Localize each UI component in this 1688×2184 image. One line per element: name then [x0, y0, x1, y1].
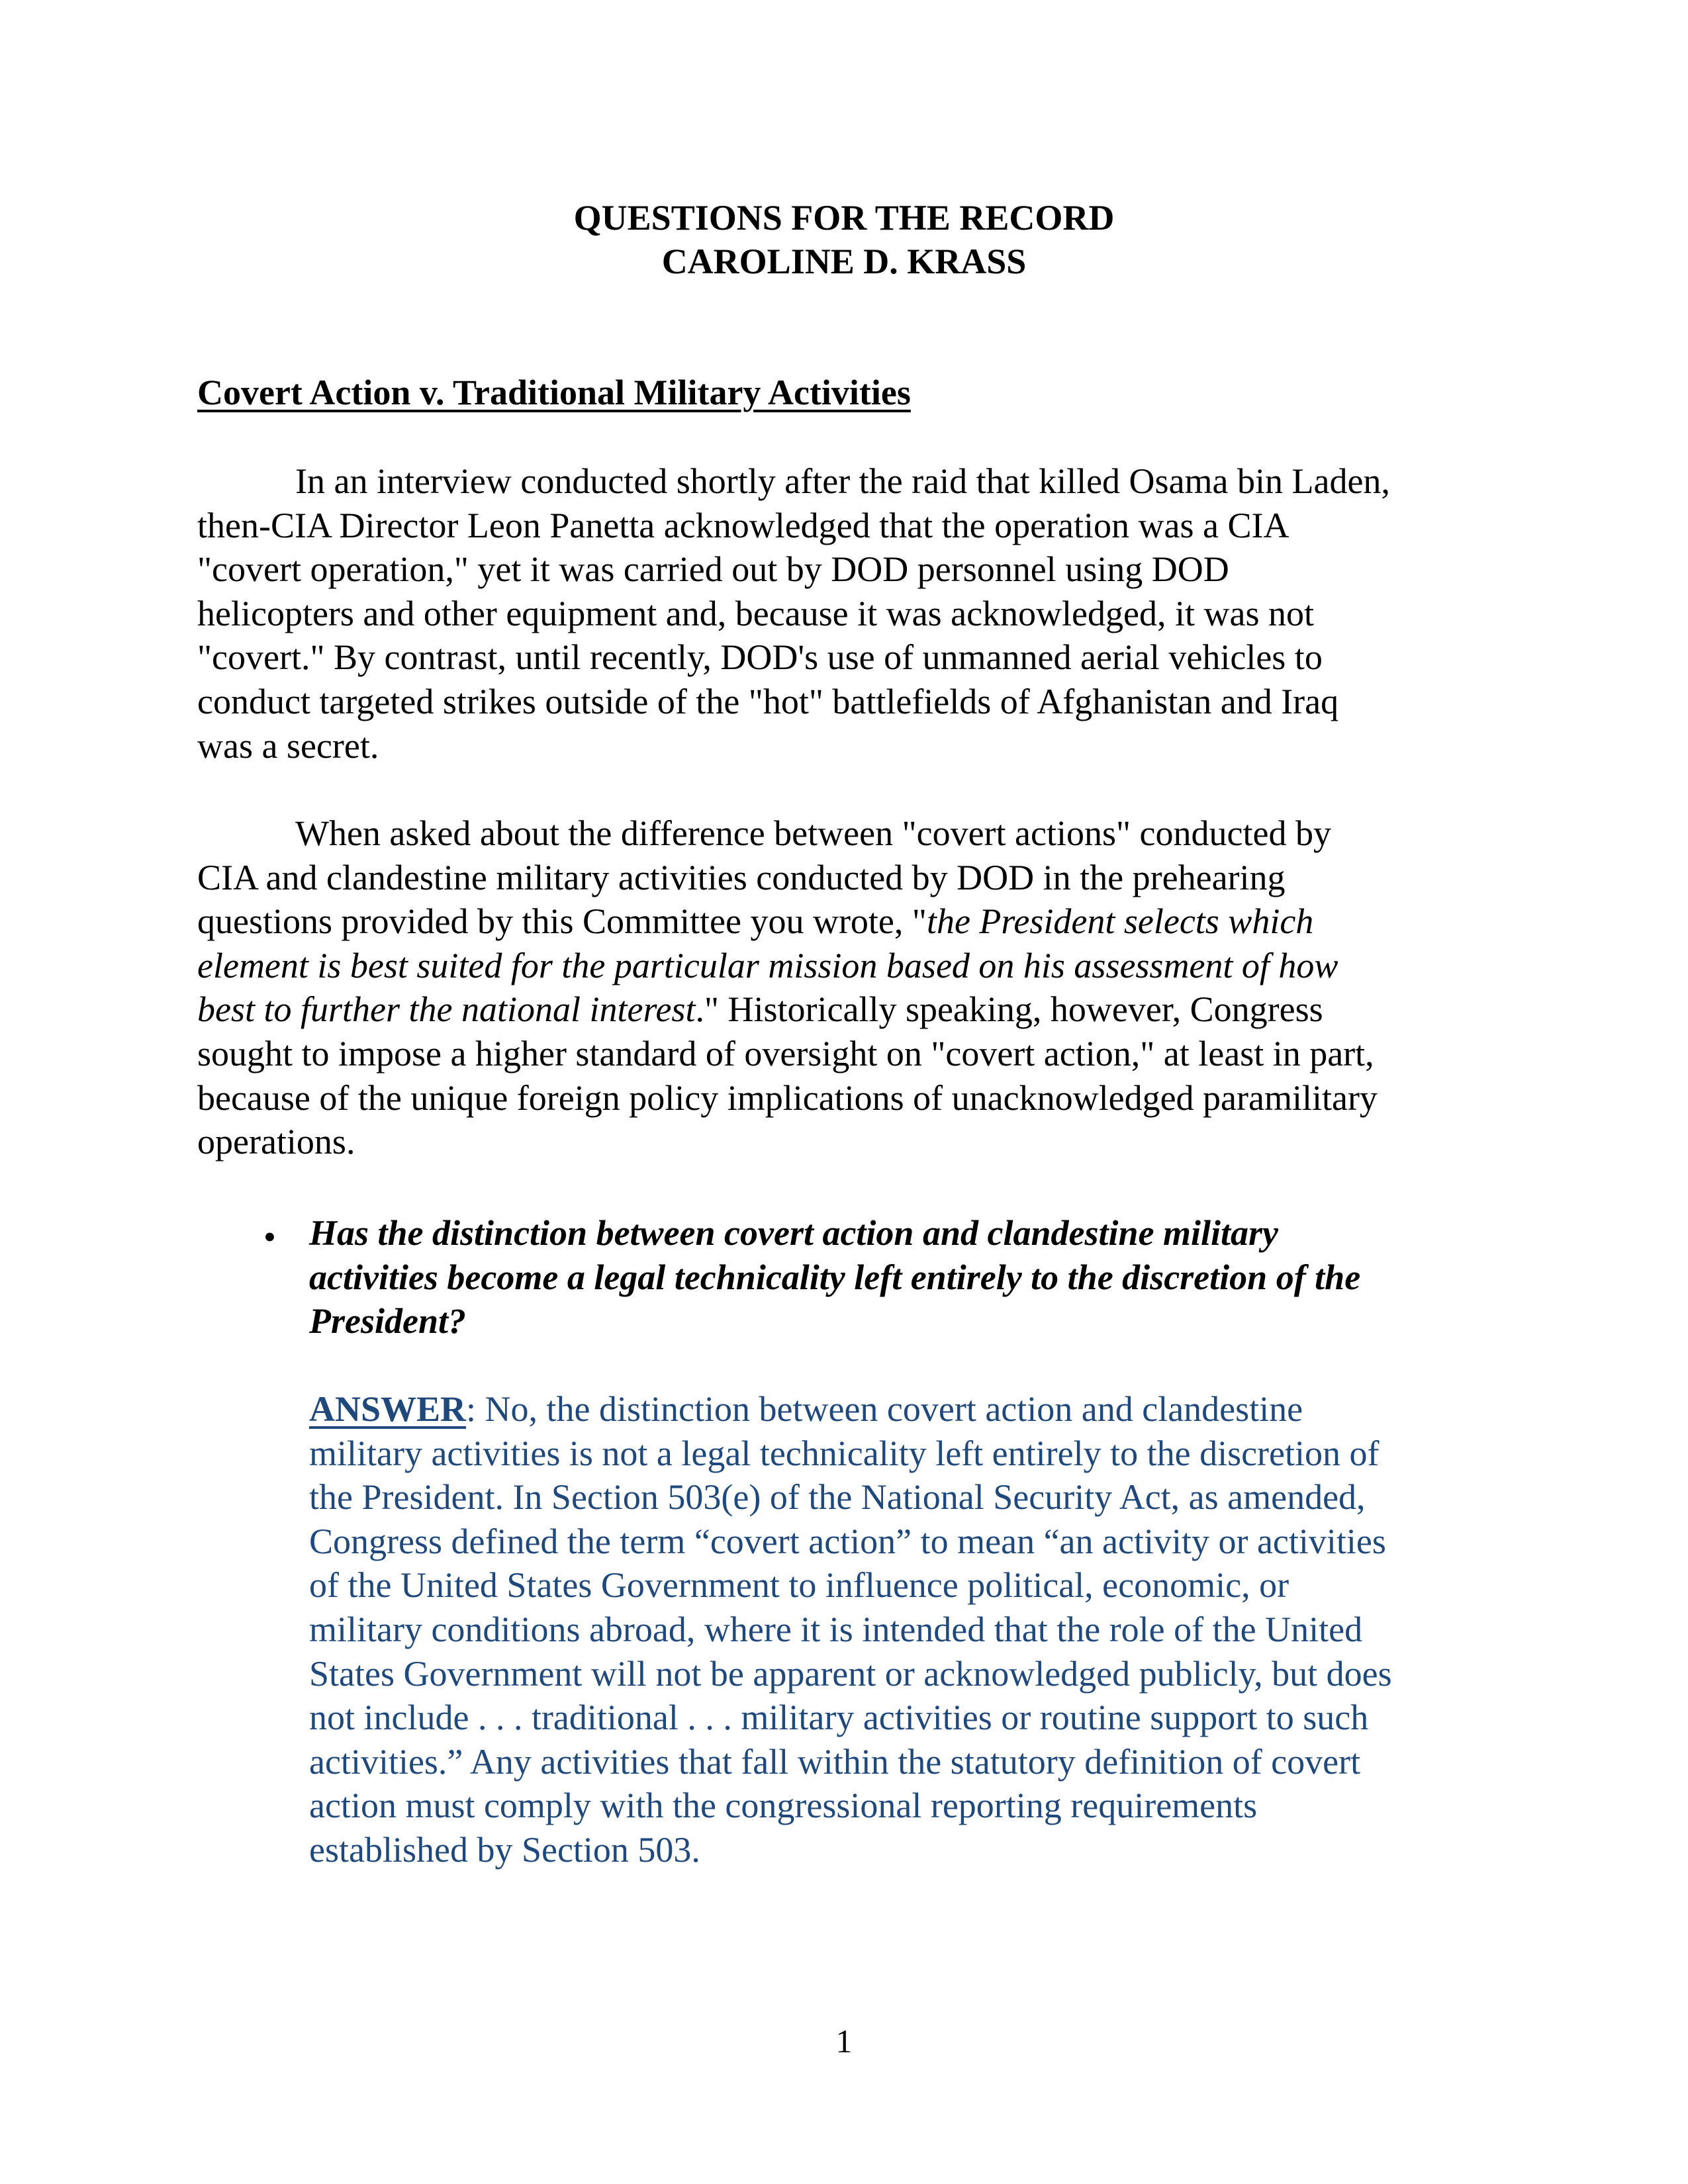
text-line [197, 811, 1378, 856]
answer-line: Congress defined the term “covert action” to mean “an activity or activities [309, 1521, 1386, 1561]
text: conduct targeted strikes outside of the "hot" battlefields of Afghanistan and Iraq [197, 681, 1339, 721]
text: In an interview conducted shortly after the raid that killed Osama bin Laden, [295, 461, 1390, 501]
text-line [197, 459, 1390, 504]
text-line [197, 987, 1378, 1032]
italic-quote: best to further the national interest [197, 989, 696, 1030]
text: because of the unique foreign policy implications of unacknowledged paramilitary [197, 1077, 1378, 1118]
question-bullet [309, 1211, 1360, 1343]
text: helicopters and other equipment and, because it was acknowledged, it was not [197, 593, 1314, 633]
paragraph-1 [197, 459, 1390, 768]
text-line [197, 504, 1390, 548]
answer-line: military activities is not a legal technicality left entirely to the discretion of [309, 1433, 1380, 1473]
paragraph-2 [197, 811, 1378, 1164]
italic-quote: element is best suited for the particular mission based on his assessment of how [197, 945, 1338, 985]
document-title-line-2: CAROLINE D. KRASS [661, 242, 1027, 281]
text-line [197, 724, 1390, 768]
italic-quote: the President selects which [926, 901, 1314, 942]
answer-line: of the United States Government to influence political, economic, or [309, 1565, 1289, 1606]
text-line [197, 856, 1378, 900]
text-line [197, 1120, 1378, 1164]
text: When asked about the difference between "covert actions" conducted by [295, 813, 1331, 853]
answer-line: established by Section 503. [309, 1829, 700, 1870]
answer-line: action must comply with the congressional reporting requirements [309, 1786, 1258, 1826]
text: questions provided by this Committee you wrote, " [197, 901, 927, 942]
answer-text: : No, the distinction between covert action and clandestine [466, 1389, 1303, 1429]
text: ." Historically speaking, however, Congress [695, 989, 1323, 1030]
answer-line: not include . . . traditional . . . military activities or routine support to such [309, 1698, 1369, 1738]
answer-label: ANSWER [309, 1389, 467, 1429]
text: sought to impose a higher standard of oversight on "covert action," at least in part, [197, 1033, 1374, 1073]
answer-line: States Government will not be apparent or acknowledged publicly, but does [309, 1653, 1392, 1694]
question-line: President? [309, 1301, 466, 1342]
text: operations. [197, 1122, 355, 1162]
text: "covert operation," yet it was carried out by DOD personnel using DOD [197, 549, 1229, 590]
answer-block [309, 1387, 1392, 1872]
question-line: activities become a legal technicality left entirely to the discretion of the [309, 1257, 1361, 1297]
text-line [197, 680, 1390, 724]
text-line [197, 592, 1390, 636]
text-line [197, 1076, 1378, 1120]
text: CIA and clandestine military activities conducted by DOD in the prehearing [197, 857, 1286, 897]
text: was a secret. [197, 725, 379, 766]
text-line [197, 1032, 1378, 1076]
text-line [197, 547, 1390, 592]
answer-line: the President. In Section 503(e) of the National Security Act, as amended, [309, 1477, 1366, 1518]
bullet-icon: • [263, 1217, 276, 1257]
text: "covert." By contrast, until recently, DOD's use of unmanned aerial vehicles to [197, 637, 1323, 678]
document-title-line-1: QUESTIONS FOR THE RECORD [573, 198, 1115, 238]
answer-line: military conditions abroad, where it is intended that the role of the United [309, 1609, 1363, 1649]
text-line [197, 944, 1378, 988]
text-line [197, 899, 1378, 944]
page-number: 1 [835, 2023, 853, 2060]
section-heading: Covert Action v. Traditional Military Activities [197, 373, 911, 412]
text: then-CIA Director Leon Panetta acknowledged that the operation was a CIA [197, 505, 1289, 545]
question-line: Has the distinction between covert action and clandestine military [309, 1213, 1278, 1253]
answer-line [309, 1387, 1392, 1432]
text-line [197, 635, 1390, 680]
answer-line: activities.” Any activities that fall within the statutory definition of covert [309, 1741, 1361, 1782]
